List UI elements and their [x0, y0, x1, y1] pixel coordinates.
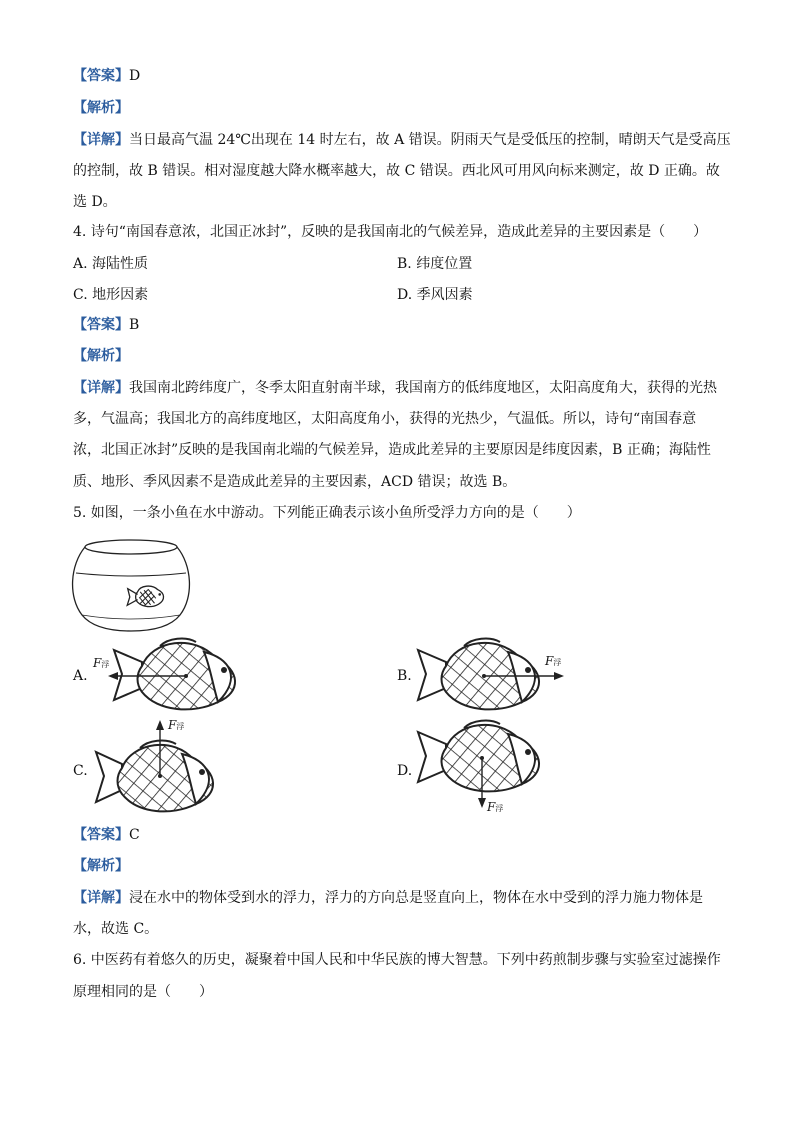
- answer-5: 【答案】C: [73, 827, 140, 843]
- explanation-3-line3: 选 D。: [73, 194, 117, 210]
- answer-4: 【答案】B: [73, 317, 140, 333]
- explanation-4-line2: 多，气温高；我国北方的高纬度地区，太阳高度角小，获得的光热少，气温低。所以，诗句“南国春意: [73, 411, 697, 427]
- q5-option-a-label: A.: [73, 668, 88, 684]
- fish-option-a: [94, 636, 244, 716]
- fish-option-c: [94, 718, 224, 818]
- explanation-3-line1: 【详解】当日最高气温 24℃出现在 14 时左右，故 A 错误。阴雨天气是受低压的控制，晴朗天气是受高压: [73, 132, 731, 148]
- buoyancy-label-b: F浮: [545, 654, 562, 668]
- fish-option-b: [414, 636, 570, 716]
- question-6-line2: 原理相同的是（ ）: [73, 984, 213, 1000]
- question-5: 5. 如图，一条小鱼在水中游动。下列能正确表示该小鱼所受浮力方向的是（ ）: [73, 505, 581, 521]
- q5-option-b-label: B.: [397, 668, 412, 684]
- explanation-4-line1: 【详解】我国南北跨纬度广，冬季太阳直射南半球，我国南方的低纬度地区，太阳高度角大，获得的光热: [73, 380, 717, 396]
- explanation-4-line4: 质、地形、季风因素不是造成此差异的主要因素，ACD 错误；故选 B。: [73, 474, 517, 490]
- question-6-line1: 6. 中医药有着悠久的历史，凝聚着中国人民和中华民族的博大智慧。下列中药煎制步骤与实验室过滤操作: [73, 952, 721, 968]
- explanation-5-line1: 【详解】浸在水中的物体受到水的浮力，浮力的方向总是竖直向上，物体在水中受到的浮力施力物体是: [73, 890, 703, 906]
- q4-option-d: D. 季风因素: [397, 287, 473, 303]
- explanation-5-line2: 水，故选 C。: [73, 921, 159, 937]
- buoyancy-label-a: F浮: [93, 656, 110, 670]
- answer-value: D: [129, 68, 141, 84]
- explanation-3-line2: 的控制，故 B 错误。相对湿度越大降水概率越大，故 C 错误。西北风可用风向标来测定，故 D 正确。故: [73, 163, 720, 179]
- q4-option-c: C. 地形因素: [73, 287, 149, 303]
- answer-label: 【答案】: [73, 68, 129, 84]
- detail-label: 【详解】: [73, 132, 129, 148]
- q5-option-c-label: C.: [73, 763, 88, 779]
- q5-option-d-label: D.: [397, 763, 413, 779]
- buoyancy-label-c: F浮: [168, 718, 185, 732]
- analysis-label-4: 【解析】: [73, 348, 129, 364]
- q4-option-a: A. 海陆性质: [73, 256, 149, 272]
- analysis-label-5: 【解析】: [73, 858, 129, 874]
- fishbowl-figure: [66, 535, 196, 635]
- explanation-4-line3: 浓，北国正冰封”反映的是我国南北端的气候差异，造成此差异的主要原因是纬度因素，B 正确；海陆性: [73, 442, 711, 458]
- buoyancy-label-d: F浮: [487, 800, 504, 814]
- question-4: 4. 诗句“南国春意浓，北国正冰封”，反映的是我国南北的气候差异，造成此差异的主要因素是（ ）: [73, 224, 708, 240]
- answer-3: [73, 66, 140, 86]
- analysis-label-3: 【解析】: [73, 100, 129, 116]
- fish-option-d: [414, 718, 544, 818]
- q4-option-b: B. 纬度位置: [397, 256, 473, 272]
